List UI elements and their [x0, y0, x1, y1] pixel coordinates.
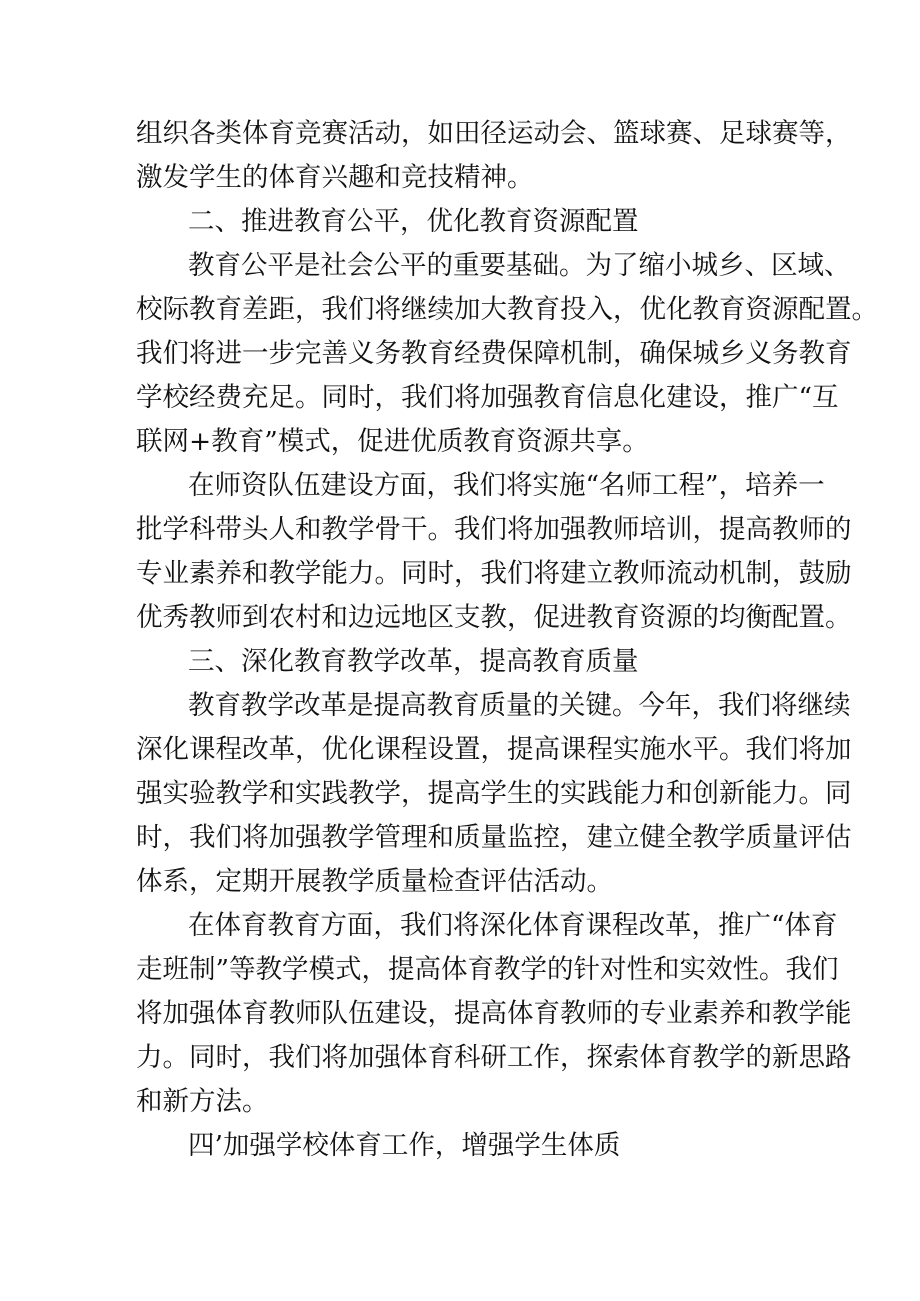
text-line: 在体育教育方面，我们将深化体育课程改革，推广“体育	[188, 910, 838, 941]
text-line: 批学科带头人和教学骨干。我们将加强教师培训，提高教师的	[136, 514, 852, 545]
text-line: 联网+教育”模式，促进优质教育资源共享。	[136, 426, 649, 457]
text-line: 强实验教学和实践教学，提高学生的实践能力和创新能力。同	[136, 778, 852, 809]
text-line: 时，我们将加强教学管理和质量监控，建立健全教学质量评估	[136, 822, 852, 853]
text-line: 将加强体育教师队伍建设，提高体育教师的专业素养和教学能	[136, 998, 852, 1029]
text-line: 在师资队伍建设方面，我们将实施“名师工程”，培养一	[188, 470, 825, 501]
section-heading: 二、推进教育公平，优化教育资源配置	[188, 206, 639, 237]
text-line: 和新方法。	[136, 1086, 269, 1117]
section-heading: 三、深化教育教学改革，提高教育质量	[188, 646, 639, 677]
text-line: 深化课程改革，优化课程设置，提高课程实施水平。我们将加	[136, 734, 852, 765]
text-line: 激发学生的体育兴趣和竞技精神。	[136, 162, 534, 193]
text-line: 走班制”等教学模式，提高体育教学的针对性和实效性。我们	[136, 954, 839, 985]
section-heading: 四’加强学校体育工作，增强学生体质	[188, 1130, 621, 1161]
text-line: 教育教学改革是提高教育质量的关键。今年，我们将继续	[188, 690, 851, 721]
text-line: 学校经费充足。同时，我们将加强教育信息化建设，推广“互	[136, 382, 839, 413]
text-line: 体系，定期开展教学质量检查评估活动。	[136, 866, 613, 897]
text-line: 我们将进一步完善义务教育经费保障机制，确保城乡义务教育	[136, 338, 852, 369]
text-line: 组织各类体育竞赛活动，如田径运动会、篮球赛、足球赛等，	[136, 118, 852, 149]
text-line: 专业素养和教学能力。同时，我们将建立教师流动机制，鼓励	[136, 558, 852, 589]
text-line: 校际教育差距，我们将继续加大教育投入，优化教育资源配置。	[136, 294, 878, 325]
text-line: 优秀教师到农村和边远地区支教，促进教育资源的均衡配置。	[136, 602, 852, 633]
text-line: 力。同时，我们将加强体育科研工作，探索体育教学的新思路	[136, 1042, 852, 1073]
text-line: 教育公平是社会公平的重要基础。为了缩小城乡、区域、	[188, 250, 851, 281]
